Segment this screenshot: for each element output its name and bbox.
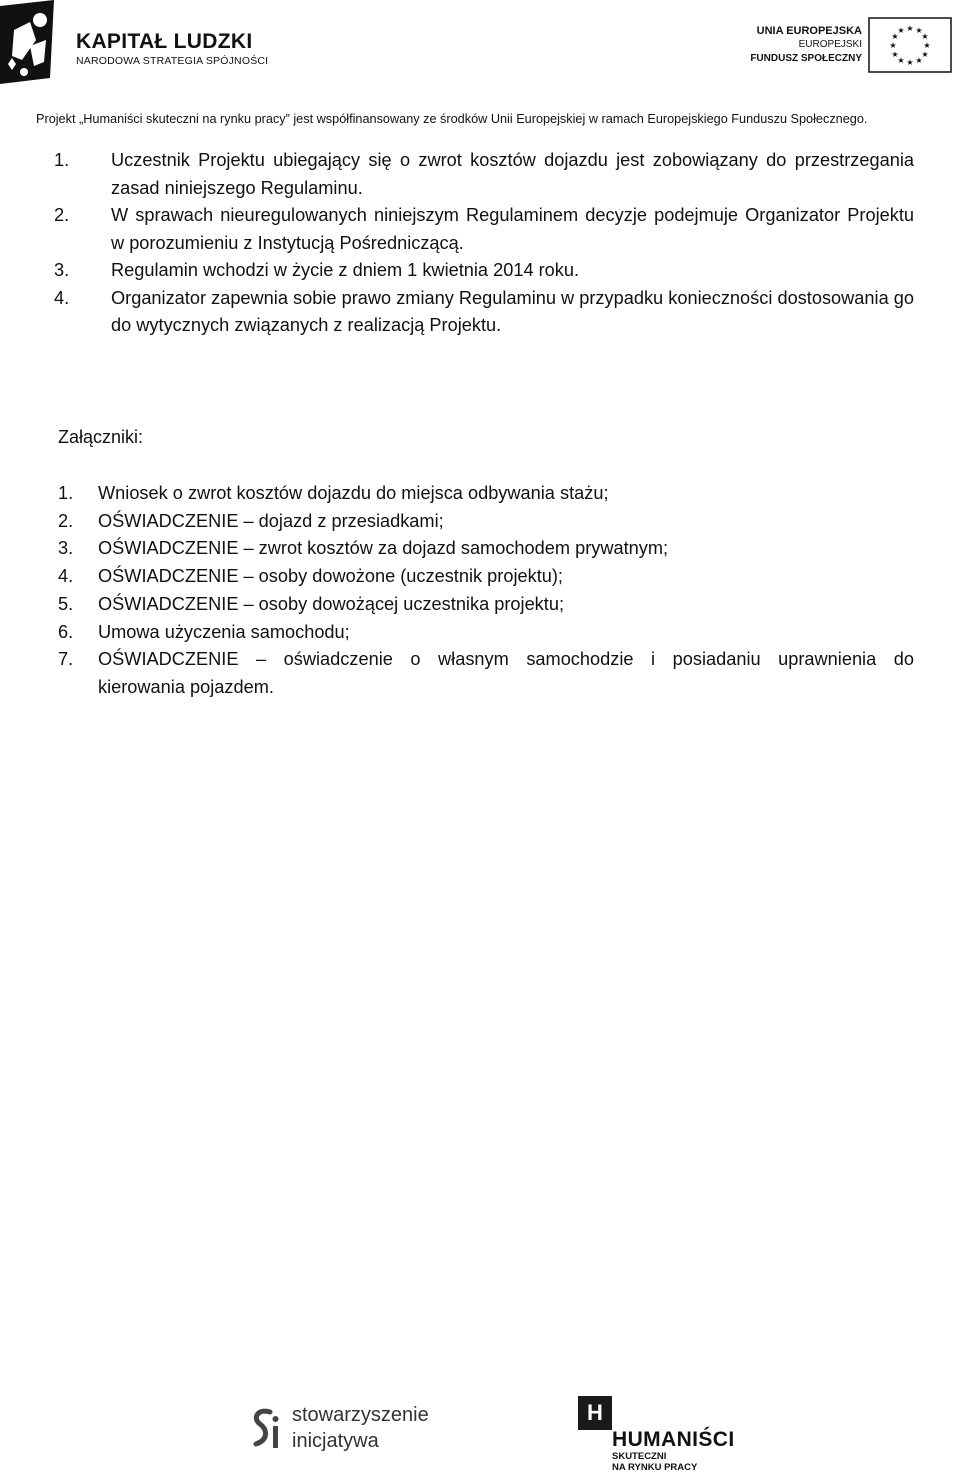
item-text: Regulamin wchodzi w życie z dniem 1 kwietnia 2014 roku.	[111, 260, 580, 280]
list-item	[36, 591, 914, 619]
attachments-heading: Załączniki:	[58, 427, 144, 447]
eu-logo	[742, 14, 952, 74]
kapital-ludzki-logo-icon	[0, 0, 64, 86]
item-text: OŚWIADCZENIE – dojazd z przesiadkami;	[98, 510, 444, 531]
item-number: 4.	[54, 287, 70, 308]
svg-text:★: ★	[891, 50, 899, 59]
kapital-ludzki-subtitle: NARODOWA STRATEGIA SPÓJNOŚCI	[76, 55, 269, 67]
humanisci-h-mark: H	[578, 1396, 612, 1430]
svg-text:★: ★	[921, 50, 929, 59]
eu-line-3: FUNDUSZ SPOŁECZNY	[750, 53, 862, 64]
item-number: 3.	[54, 260, 70, 280]
svg-text:★: ★	[915, 56, 923, 65]
list-item	[36, 535, 914, 563]
list-item	[36, 480, 914, 508]
si-logo-icon	[248, 1406, 284, 1454]
item-text: Organizator zapewnia sobie prawo zmiany Regulaminu w przypadku konieczności dostosowania go do wytycznych związanych z realizacją Projektu.	[111, 287, 914, 335]
item-number: 1.	[58, 483, 74, 503]
svg-text:★: ★	[921, 32, 929, 41]
svg-text:★: ★	[889, 41, 897, 50]
item-text: OŚWIADCZENIE – osoby dowożącej uczestnika projektu;	[98, 593, 564, 614]
list-item	[36, 619, 914, 647]
svg-text:★: ★	[897, 56, 905, 65]
si-line-2: inicjatywa	[292, 1430, 379, 1452]
item-number: 7.	[58, 649, 74, 670]
item-text: W sprawach nieuregulowanych niniejszym Regulaminem decyzje podejmuje Organizator Projektu w porozumieniu z Instytucją Pośredniczącą.	[111, 205, 914, 253]
humanisci-name: HUMANIŚCI	[612, 1428, 735, 1451]
svg-text:★: ★	[915, 26, 923, 35]
list-item	[36, 563, 914, 591]
eu-line-1: UNIA EUROPEJSKA	[756, 25, 862, 37]
si-line-1: stowarzyszenie	[292, 1404, 429, 1426]
item-text: Wniosek o zwrot kosztów dojazdu do miejsca odbywania stażu;	[98, 483, 609, 503]
item-text: OŚWIADCZENIE – oświadczenie o własnym samochodzie i posiadaniu uprawnienia do	[98, 649, 914, 670]
eu-line-2: EUROPEJSKI	[798, 39, 862, 50]
cofinancing-note: Projekt „Humaniści skuteczni na rynku pracy” jest współfinansowany ze środków Unii Europejskiej w ramach Europejskiego Funduszu Społecznego.	[36, 112, 868, 126]
item-number: 2.	[54, 205, 70, 225]
kapital-ludzki-logo	[0, 0, 270, 90]
kapital-ludzki-title: KAPITAŁ LUDZKI	[76, 30, 253, 53]
humanisci-sub-1: SKUTECZNI	[612, 1451, 667, 1462]
item-text: Umowa użyczenia samochodu;	[98, 621, 350, 642]
item-number: 6.	[58, 621, 74, 642]
item-number: 2.	[58, 510, 74, 531]
eu-logo-text	[750, 24, 862, 66]
list-item	[36, 646, 914, 701]
item-number: 5.	[58, 593, 74, 614]
eu-flag-icon	[868, 17, 952, 73]
list-item	[36, 285, 914, 340]
svg-text:★: ★	[891, 32, 899, 41]
svg-text:★: ★	[923, 41, 931, 50]
stowarzyszenie-inicjatywa-logo	[248, 1404, 448, 1460]
attachments-list	[36, 480, 914, 702]
svg-text:★: ★	[897, 26, 905, 35]
rules-list	[36, 147, 914, 340]
item-number: 1.	[54, 150, 70, 170]
list-item	[36, 202, 914, 257]
svg-text:★: ★	[906, 24, 914, 33]
item-text: Uczestnik Projektu ubiegający się o zwrot kosztów dojazdu jest zobowiązany do przestrzegania zasad niniejszego Regulaminu.	[111, 150, 914, 198]
list-item	[36, 147, 914, 202]
item-text: OŚWIADCZENIE – zwrot kosztów za dojazd samochodem prywatnym;	[98, 538, 669, 559]
list-item	[36, 257, 914, 285]
list-item	[36, 508, 914, 536]
svg-text:★: ★	[906, 58, 914, 67]
item-text-continuation: kierowania pojazdem.	[98, 676, 274, 697]
item-text: OŚWIADCZENIE – osoby dowożone (uczestnik projektu);	[98, 566, 563, 587]
humanisci-sub-2: NA RYNKU PRACY	[612, 1462, 698, 1473]
item-number: 3.	[58, 538, 74, 559]
item-number: 4.	[58, 566, 74, 587]
humanisci-logo	[578, 1396, 738, 1474]
